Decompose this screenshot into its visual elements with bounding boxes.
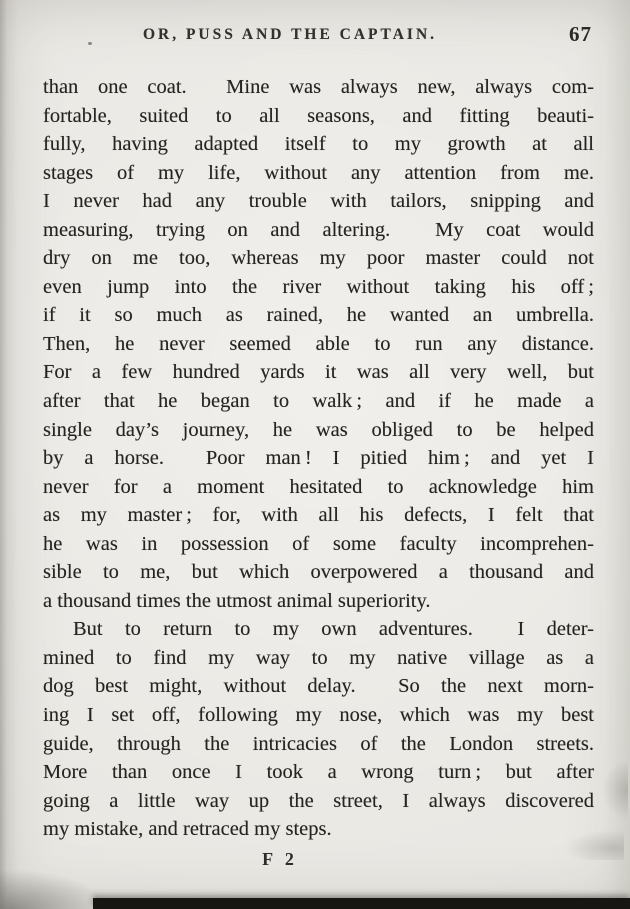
text-line: dog best might, without delay. So the next morn- (43, 675, 594, 698)
text-line: a thousand times the utmost animal superiority. (43, 589, 431, 612)
running-title: OR, PUSS AND THE CAPTAIN. (142, 26, 438, 43)
text-line: he was in possession of some faculty incomprehen- (43, 532, 594, 555)
text-line: dry on me too, whereas my poor master could not (43, 247, 594, 270)
text-line: than one coat. Mine was always new, always com- (43, 76, 594, 98)
scan-artifact (88, 42, 92, 45)
text-line: by a horse. Poor man ! I pitied him ; and yet I (43, 447, 594, 470)
text-line: fortable, suited to all seasons, and fitting beauti- (43, 104, 594, 127)
scan-artifact (564, 830, 624, 860)
text-line: guide, through the intricacies of the London streets. (43, 732, 594, 755)
text-line: never for a moment hesitated to acknowledge him (43, 475, 594, 498)
text-line: if it so much as rained, he wanted an umbrella. (43, 304, 594, 327)
text-line: More than once I took a wrong turn ; but after (43, 761, 594, 784)
text-line: going a little way up the street, I always discovered (43, 789, 594, 812)
text-line: sible to me, but which overpowered a thousand and (43, 561, 594, 584)
scan-edge-bar (93, 898, 630, 909)
text-line: fully, having adapted itself to my growth at all (43, 133, 594, 156)
text-line: even jump into the river without taking his off ; (43, 275, 594, 298)
signature-mark: F 2 (262, 849, 298, 869)
paragraph (43, 73, 594, 615)
text-line: Then, he never seemed able to run any distance. (43, 332, 594, 355)
text-line: single day’s journey, he was obliged to be helped (43, 418, 594, 441)
page-number: 67 (569, 22, 592, 46)
text-line: For a few hundred yards it was all very well, but (43, 361, 594, 384)
text-line: I never had any trouble with tailors, snipping and (43, 190, 594, 213)
text-line: But to return to my own adventures. I deter- (73, 618, 594, 641)
body-text (43, 73, 594, 844)
scan-artifact (602, 760, 628, 820)
text-line: after that he began to walk ; and if he made a (43, 390, 594, 413)
page-header (44, 22, 596, 52)
paragraph (43, 615, 594, 843)
text-line: my mistake, and retraced my steps. (43, 818, 332, 841)
text-line: as my master ; for, with all his defects, I felt that (43, 504, 594, 527)
text-line: mined to find my way to my native village as a (43, 646, 594, 669)
text-line: ing I set off, following my nose, which was my best (43, 704, 594, 727)
text-line: stages of my life, without any attention from me. (43, 161, 594, 184)
text-line: measuring, trying on and altering. My coat would (43, 218, 594, 241)
